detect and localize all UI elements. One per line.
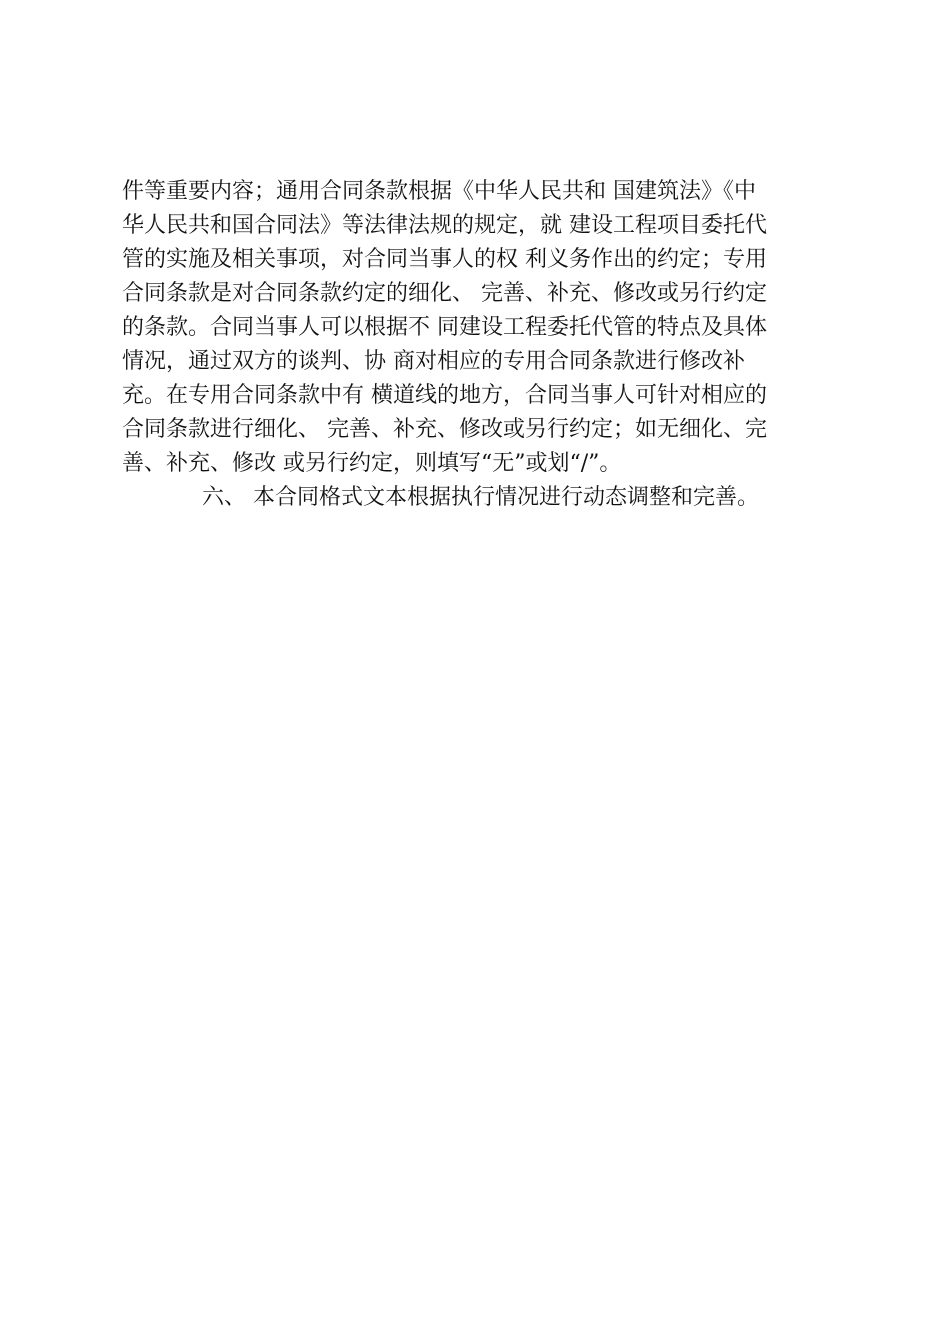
paragraph-line: 合同条款是对合同条款约定的细化、 完善、补充、修改或另行约定 xyxy=(122,281,767,306)
paragraph-line: 善、补充、修改 或另行约定，则填写“无”或划“/”。 xyxy=(122,451,622,476)
document-body xyxy=(122,175,842,515)
paragraph-line: 合同条款进行细化、 完善、补充、修改或另行约定；如无细化、完 xyxy=(122,417,767,442)
paragraph-line: 管的实施及相关事项，对合同当事人的权 利义务作出的约定；专用 xyxy=(122,247,767,272)
paragraph-line: 的条款。合同当事人可以根据不 同建设工程委托代管的特点及具体 xyxy=(122,315,767,340)
paragraph-line: 件等重要内容；通用合同条款根据《中华人民共和 国建筑法》《中 xyxy=(122,179,756,204)
paragraph-line: 华人民共和国合同法》等法律法规的规定，就 建设工程项目委托代 xyxy=(122,213,767,238)
paragraph-line: 情况，通过双方的谈判、协 商对相应的专用合同条款进行修改补 xyxy=(122,349,745,374)
paragraph-line: 充。在专用合同条款中有 横道线的地方，合同当事人可针对相应的 xyxy=(122,383,767,408)
section-six-line: 六、 本合同格式文本根据执行情况进行动态调整和完善。 xyxy=(202,485,759,510)
